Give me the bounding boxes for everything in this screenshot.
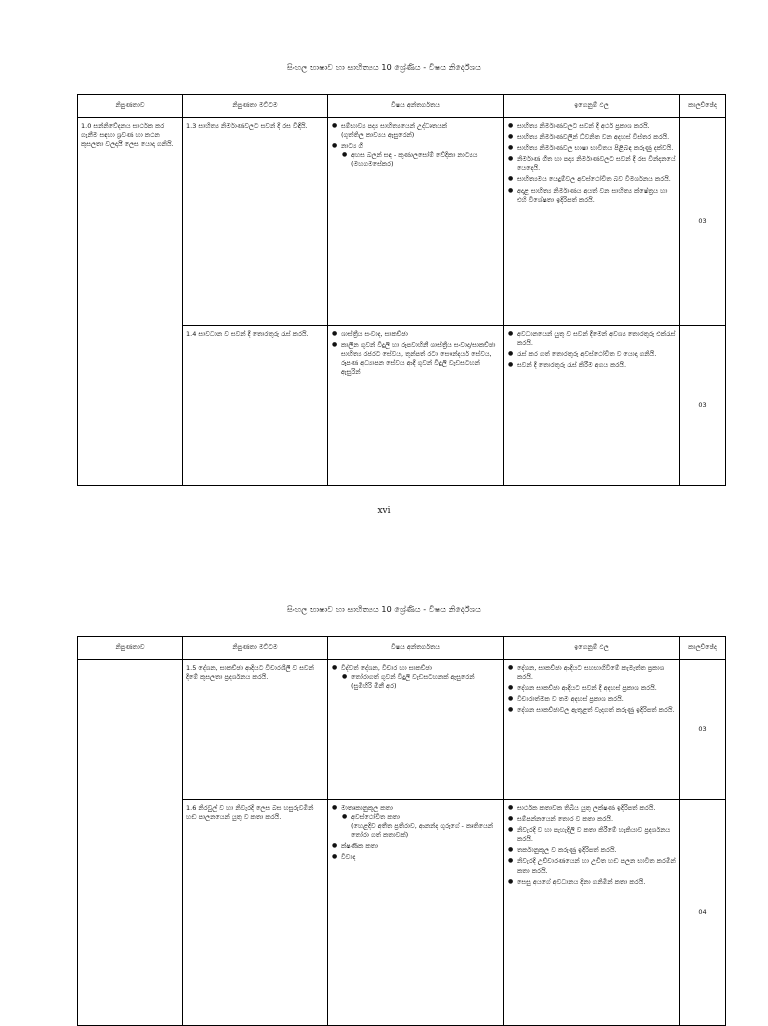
outcome-item: ● සම්පන්නයෙන් තොර ව කතා කරයි. bbox=[517, 815, 676, 824]
outcome-item: ● දේශන සාකච්ඡා ආදියට සවන් දී අදහස් ප්‍රකාශ කරයි. bbox=[517, 684, 676, 693]
content-item: ● විද්වත් දේශන, විචාර හා සාකච්ඡා ● තෝරාගත් ගුවන් විදුලි වැඩසටහනක් ඇසුරෙන් (සුමිහිරි මිනී අර) bbox=[341, 664, 500, 691]
outcomes-cell bbox=[504, 660, 680, 800]
content-item: ● සම්භාව්‍ය පද්‍ය සාහිත්‍යයෙන් උද්ධෘතයක් (ගුත්තිල කාව්‍යය ඇසුරෙන්) bbox=[341, 122, 500, 140]
header-subject-content: විෂය අන්තර්ගතය bbox=[328, 95, 504, 118]
content-cell bbox=[328, 660, 504, 800]
outcome-item: ● දේශන, සාකච්ඡා ආදියට සහභාගිවීමේ කැමැත්ත ප්‍රකාශ කරයි. bbox=[517, 664, 676, 682]
page-title: සිංහල භාෂාව හා සාහිත්‍යය 10 ශ්‍රේණිය - විෂය නිර්දේශය bbox=[287, 605, 481, 614]
outcome-item: ● නිවැරදි උච්චාරණයෙන් හා උචිත හඬ පලන භාවිත කරමින් කතා කරයි. bbox=[517, 857, 676, 875]
content-cell bbox=[328, 118, 504, 326]
periods-cell: 03 bbox=[680, 118, 726, 326]
outcomes-cell bbox=[504, 118, 680, 326]
competency-cell bbox=[78, 660, 183, 1026]
header-learning-outcomes: ඉගෙනුම් ඵල bbox=[504, 637, 680, 660]
outcome-item: ● නිවැරදි ව හා පැහැදිලි ව කතා කිරීමේ හැකියාව ප්‍රදර්ශනය කරයි. bbox=[517, 826, 676, 844]
competency-level-cell: 1.6 නිරවුල් ව හා නිවැරදි ලෙස බස හසුරුවමින් හඬ පාලනයෙන් යුතු ව කතා කරයි. bbox=[183, 800, 328, 1026]
outcome-item: ● සාර්ථක කතාවක තිබිය යුතු ලක්ෂණ ඉදිරිපත් කරයි. bbox=[517, 804, 676, 813]
header-competency-level: නිපුණතා මට්ටම bbox=[183, 95, 328, 118]
outcome-item: ● නිර්මාණ ගීත හා පද්‍ය නිර්මාණවලට සවන් දී රස වින්දනයේ යෙදෙයි. bbox=[517, 155, 676, 173]
table-header-row bbox=[78, 637, 726, 660]
page-title: සිංහල භාෂාව හා සාහිත්‍යය 10 ශ්‍රේණිය - විෂය නිර්දේශය bbox=[287, 63, 481, 72]
outcome-item: ● සාහිත්‍ය නිර්මාණවල භාෂා භාවිතය පිළිබඳ කරුණු දක්වයි. bbox=[517, 144, 676, 153]
table-header-row bbox=[78, 95, 726, 118]
header-subject-content: විෂය අන්තර්ගතය bbox=[328, 637, 504, 660]
content-item: ● ක්ෂණික කතා bbox=[341, 842, 500, 851]
outcome-item: ● අදාළ සාහිත්‍ය නිර්මාණය අයත් වන සාහිත්‍ය ක්ෂේත්‍රය හා එහි විශේෂතා ඉදිරිපත් කරයි. bbox=[517, 187, 676, 205]
outcome-item: ● සාහිත්‍ය නිර්මාණවලින් ධ්වනිත වන අදහස් විස්තර කරයි. bbox=[517, 133, 676, 142]
content-item: ● මාතෘකානුකූල කතා ● අවස්ථෝචිත කතා (හෙළදිව අතීත ප්‍රතිරාව, ආනන්ද ගුරුගේ - කෘතියෙන් තෝරා ගත් කතාවක්) bbox=[341, 804, 500, 840]
competency-level-cell: 1.3 සාහිත්‍ය නිර්මාණවලට සවන් දී රස විඳියි. bbox=[183, 118, 328, 326]
content-cell bbox=[328, 326, 504, 486]
outcome-item: ● විචාරාත්මක ව තම අදහස් ප්‍රකාශ කරයි. bbox=[517, 695, 676, 704]
content-cell bbox=[328, 800, 504, 1026]
content-subitem: ● අහස බලන් සඳ - කුණාලසෝම් වේදිකා නාට්‍යය (මහගමසේකර) bbox=[351, 151, 500, 169]
table-row bbox=[78, 118, 726, 326]
periods-cell: 03 bbox=[680, 660, 726, 800]
outcomes-cell bbox=[504, 800, 680, 1026]
header-periods: කාලච්ඡේද bbox=[680, 95, 726, 118]
outcome-item: ● දේශන සාකච්ඡාවල ඇතුළත් වැදගත් කරුණු ඉදිරිපත් කරයි. bbox=[517, 706, 676, 715]
competency-level-cell: 1.5 දේශන, සාකච්ඡා ආදියට විචාරශීලී ව සවන් දීමේ කුසලතා ප්‍රදර්ශනය කරයි. bbox=[183, 660, 328, 800]
header-competency: නිපුණතාව bbox=[78, 95, 183, 118]
header-competency-level: නිපුණතා මට්ටම bbox=[183, 637, 328, 660]
outcome-item: ● රැස් කර ගත් තොරතුරු අවස්ථෝචිත ව යොදා ගනියි. bbox=[517, 350, 676, 359]
syllabus-table bbox=[77, 94, 726, 486]
header-learning-outcomes: ඉගෙනුම් ඵල bbox=[504, 95, 680, 118]
outcome-item: ● තර්කානුකූල ව කරුණු ඉදිරිපත් කරයි. bbox=[517, 846, 676, 855]
header-periods: කාලච්ඡේද bbox=[680, 637, 726, 660]
content-item: ● ශාස්ත්‍රීය සංවාද, සාකච්ඡා bbox=[341, 330, 500, 339]
header-competency: නිපුණතාව bbox=[78, 637, 183, 660]
outcome-item: ● සෙසු අයගේ අවධානය දිනා ගනිමින් කතා කරයි. bbox=[517, 878, 676, 887]
content-subitem: ● අවස්ථෝචිත කතා (හෙළදිව අතීත ප්‍රතිරාව, ආනන්ද ගුරුගේ - කෘතියෙන් තෝරා ගත් කතාවක්) bbox=[351, 813, 500, 840]
content-item: ● නාට්‍ය ගී ● අහස බලන් සඳ - කුණාලසෝම් වේදිකා නාට්‍යය (මහගමසේකර) bbox=[341, 142, 500, 169]
outcome-item: ● සාහිත්‍යමය යෙදුම්වල අවස්ථෝචිත බව විමර්ශනය කරයි. bbox=[517, 175, 676, 184]
outcome-item: ● සාහිත්‍ය නිර්මාණවලට සවන් දී අර්ථ ප්‍රකාශ කරයි. bbox=[517, 122, 676, 131]
competency-cell: 1.0 සන්නිවේදනය සාර්ථක කර ගැනීම සඳහා ශ්‍රවණ හා කථන කුසලතා වලදායී ලෙස යොදා ගනියි. bbox=[78, 118, 183, 486]
outcome-item: ● අවධානයෙන් යුතු ව සවන් දීමෙන් අවශ්‍ය තොරතුරු එක්රැස් කරයි. bbox=[517, 330, 676, 348]
table-row bbox=[78, 660, 726, 800]
content-item: ● විවාද bbox=[341, 853, 500, 862]
periods-cell: 03 bbox=[680, 326, 726, 486]
syllabus-table bbox=[77, 636, 726, 1026]
content-subitem: ● තෝරාගත් ගුවන් විදුලි වැඩසටහනක් ඇසුරෙන් (සුමිහිරි මිනී අර) bbox=[351, 673, 500, 691]
outcome-item: ● සවන් දී තොරතුරු රැස් කිරීම අගය කරයි. bbox=[517, 361, 676, 370]
content-item: ● කාලීන ගුවන් විදුලි හා රූපවාහිනී ශාස්ත්‍රීය සංවාද/සාකච්ඡා සාහිත්‍ය රජරට සේවය, තුන්පත් රටා සෞන්දර්ය සේවය, රූපණ අධ්‍යාපන සේවය ආදී ගුවන් විදුලි වැඩසටහන් ඇසුරින් bbox=[341, 341, 500, 377]
periods-cell: 04 bbox=[680, 800, 726, 1026]
page-number: xvi bbox=[377, 506, 391, 516]
competency-level-cell: 1.4 සාවධාන ව සවන් දී තොරතුරු රැස් කරයි. bbox=[183, 326, 328, 486]
outcomes-cell bbox=[504, 326, 680, 486]
